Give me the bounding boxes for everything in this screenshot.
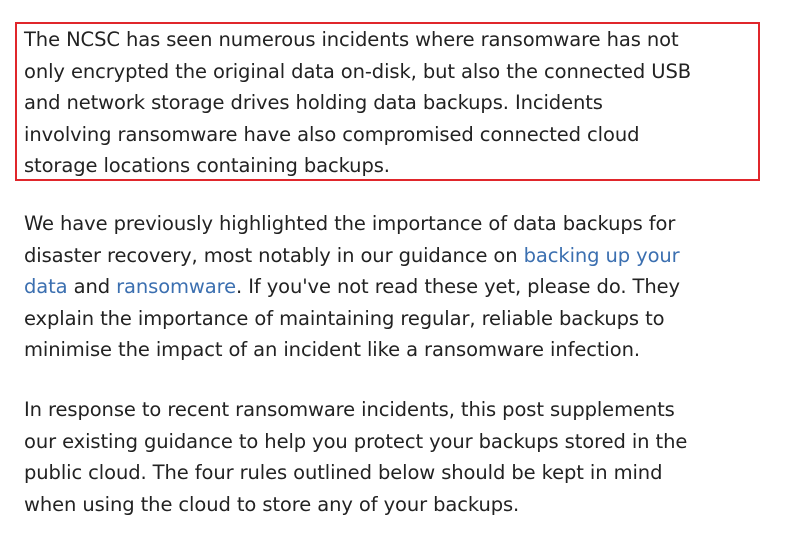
text-line: In response to recent ransomware incidents, this post supplements xyxy=(24,398,675,421)
backing-up-your-data-link[interactable]: backing up your xyxy=(523,243,680,267)
text-line: The NCSC has seen numerous incidents where ransomware has not xyxy=(24,28,679,51)
text-line: involving ransomware have also compromised connected cloud xyxy=(24,122,640,146)
text-line xyxy=(24,240,680,272)
text-segment: disaster recovery, most notably in our guidance on xyxy=(24,243,524,267)
text-line: only encrypted the original data on-disk, but also the connected USB xyxy=(24,59,692,83)
text-segment: . If you've not read these yet, please do. They xyxy=(236,275,680,298)
text-line: We have previously highlighted the importance of data backups for xyxy=(24,212,676,235)
paragraph-ransomware-incidents xyxy=(24,24,691,182)
text-line: explain the importance of maintaining regular, reliable backups to xyxy=(24,306,665,330)
ransomware-link[interactable]: ransomware xyxy=(116,275,237,298)
text-line: and network storage drives holding data backups. Incidents xyxy=(24,91,603,114)
text-line: when using the cloud to store any of your backups. xyxy=(24,492,520,516)
text-line xyxy=(24,271,680,303)
text-line: our existing guidance to help you protect your backups stored in the xyxy=(24,429,688,453)
backing-up-your-data-link-continued[interactable]: data xyxy=(24,275,68,298)
text-segment: and xyxy=(67,275,117,298)
paragraph-backup-importance xyxy=(24,208,680,366)
text-line: public cloud. The four rules outlined below should be kept in mind xyxy=(24,461,663,484)
paragraph-cloud-backups xyxy=(24,394,687,520)
text-line: minimise the impact of an incident like a ransomware infection. xyxy=(24,338,640,361)
text-line: storage locations containing backups. xyxy=(24,154,390,177)
